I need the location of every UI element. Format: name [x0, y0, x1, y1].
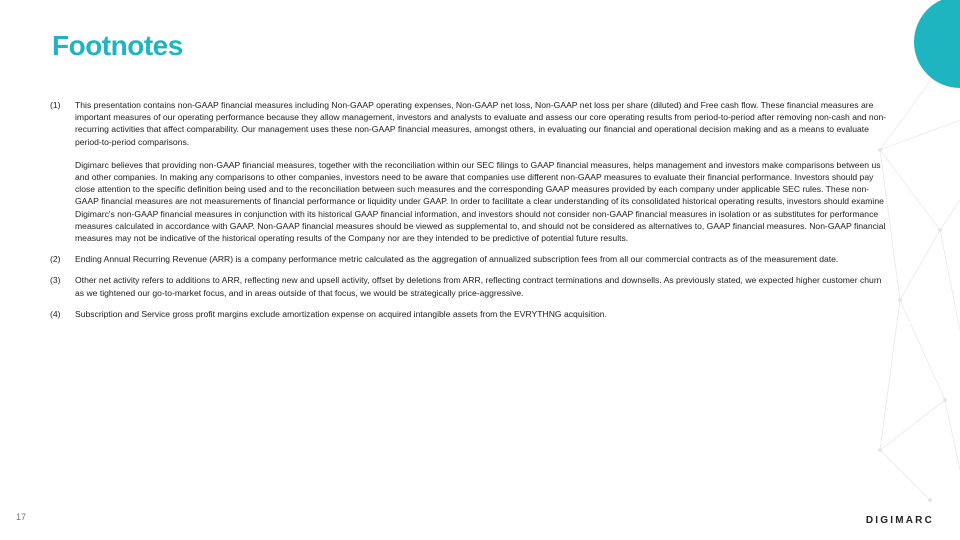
footnote-paragraph: Ending Annual Recurring Revenue (ARR) is a company performance metric calculated as the aggregation of annualized subscription fees from all our commercial contracts as of the measurement date. [75, 254, 839, 265]
footnote-item [50, 308, 890, 320]
footnote-item [50, 99, 890, 244]
footnote-item [50, 274, 890, 298]
footnote-body [75, 253, 890, 265]
footnote-paragraph: Subscription and Service gross profit margins exclude amortization expense on acquired intangible assets from the EVRYTHNG acquisition. [75, 308, 607, 319]
footnote-number: (1) [50, 100, 61, 110]
page-number: 17 [16, 512, 27, 522]
digimarc-logo: DIGIMARC [865, 515, 934, 526]
footnote-body [75, 274, 890, 298]
footnote-number: (4) [50, 308, 61, 319]
footnote-body [75, 308, 890, 320]
footnote-paragraph: This presentation contains non-GAAP financial measures including Non-GAAP operating expenses, Non-GAAP net loss, Non-GAAP net loss per share (diluted) and Free cash flow. These financial measures are important measures of our operating performance because they allow management, investors and analysts to evaluate and assess our core operating results from period-to-period after removing non-cash and non-recurring activities that affect comparability. Our management uses these non-GAAP financial measures, amongst others, in evaluating our financial and operational decision making and as a means to evaluate period-to-period comparisons. [75, 100, 887, 147]
page-title: Footnotes [52, 30, 183, 61]
footnote-paragraph: Digimarc believes that providing non-GAAP financial measures, together with the reconciliation within our SEC filings to GAAP financial measures, helps management and investors make comparisons between us and other companies. In making any comparisons to other companies, investors need to be aware that companies use different non-GAAP measures to evaluate their financial performance. Investors should pay close attention to the specific definition being used and to the reconciliation between such measures and the corresponding GAAP measures provided by each company under applicable SEC rules. These non-GAAP financial measures are not measurements of financial performance or liquidity under GAAP. In order to facilitate a clear understanding of its consolidated historical operating results, investors should examine Digimarc's non-GAAP financial measures in conjunction with its historical GAAP financial information, and investors should not consider non-GAAP financial measures in isolation or as substitutes for performance measures calculated in accordance with GAAP. Non-GAAP financial measures should be viewed as supplemental to, and should not be considered as alternatives to, GAAP financial measures. Non-GAAP financial measures may not be indicative of the historical operating results of the Company nor are they intended to be predictive of potential future results. [75, 159, 886, 244]
footnote-body [75, 99, 890, 244]
footnote-number: (3) [50, 275, 61, 286]
footnote-number: (2) [50, 254, 61, 265]
footnote-paragraph: Other net activity refers to additions to ARR, reflecting new and upsell activity, offset by deletions from ARR, reflecting contract terminations and downsells. As previously stated, we expected higher customer churn as we tightened our go-to-market focus, and in areas outside of that focus, we would be strategically price-aggressive. [75, 275, 882, 298]
footnote-item [50, 253, 890, 265]
footnotes-list [50, 99, 890, 329]
